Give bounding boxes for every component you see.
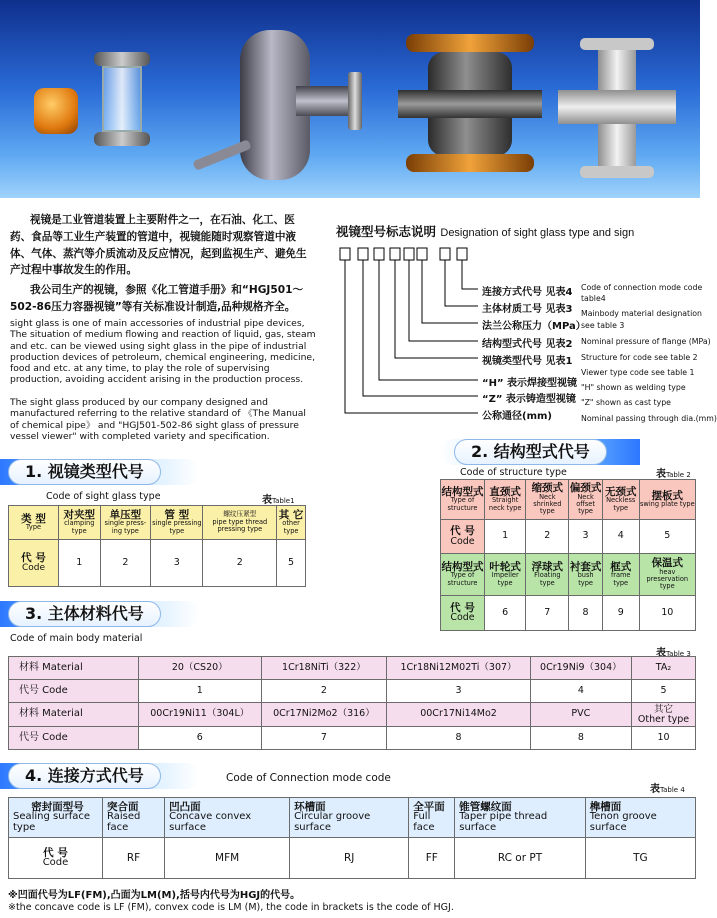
table3-cell: 0Cr19Ni9（304）: [530, 657, 631, 680]
table2-caption: Code of structure type: [460, 467, 567, 478]
table2-cell: 6: [485, 596, 526, 631]
table2-cell: 框式 frame type: [602, 554, 639, 596]
table2-cell: 1: [485, 520, 526, 554]
table4-cell: 全平面 Full face: [409, 798, 455, 838]
designation-item-en: Nominal passing through dia.(mm): [581, 414, 717, 423]
table2-cell: 叶轮式 Impeller type: [485, 554, 526, 596]
table3-cell: 2: [261, 680, 387, 703]
section-1-heading: 1. 视镜类型代号: [8, 459, 161, 485]
table3-cell: 8: [530, 727, 631, 750]
table1-cell: 2: [100, 540, 151, 587]
table3-cell: 1: [139, 680, 262, 703]
table1-cell: 3: [151, 540, 203, 587]
table2-cell: 10: [639, 596, 695, 631]
designation-item-en: Structure for code see table 2: [581, 353, 698, 362]
table3-cell: 6: [139, 727, 262, 750]
designation-item-cn: “Z” 表示铸造型视镜: [482, 394, 576, 405]
table1-cell: 管 型 single pressing type: [151, 506, 203, 540]
designation-item-en: "H" shown as welding type: [581, 383, 686, 392]
table3-cell: 00Cr19Ni11（304L）: [139, 703, 262, 727]
footnote-cn: ※凹面代号为LF(FM),凸面为LM(M),括号内代号为HGJ的代号。: [8, 890, 301, 901]
table4-cell: 锥管螺纹面 Taper pipe thread surface: [455, 798, 586, 838]
table1-note: [262, 491, 295, 506]
table1-cell: 其 它 other type: [277, 506, 306, 540]
table3-cell: TA₂: [631, 657, 695, 680]
table1-cell: 代 号 Code: [9, 540, 59, 587]
table4-note-cn: 表: [650, 784, 660, 795]
table3-note-en: Table 3: [666, 650, 691, 658]
table3-cell: PVC: [530, 703, 631, 727]
table3-main-material: [8, 656, 696, 750]
tee-sight-glass-image: [186, 30, 362, 180]
section-4-heading: 4. 连接方式代号: [8, 763, 161, 789]
table3-cell: 3: [387, 680, 530, 703]
designation-item-cn: 连接方式代号 见表4: [482, 287, 573, 298]
table2-cell: 摆板式 swing plate type: [639, 480, 695, 520]
intro-paragraph-2: 我公司生产的视镜，参照《化工管道手册》和“HGJ501～502-86压力容器视镜”等有关标准设计制造,品种规格齐全。: [10, 284, 304, 313]
table2-cell: 5: [639, 520, 695, 554]
table2-cell: 代 号 Code: [441, 520, 485, 554]
table4-cell: 代 号 Code: [9, 838, 103, 879]
table4-cell: TG: [585, 838, 695, 879]
table2-cell: 无颈式 Neckless type: [602, 480, 639, 520]
table2-cell: 保温式 heav preservation type: [639, 554, 695, 596]
section-3-heading: 3. 主体材料代号: [8, 601, 161, 627]
section-3-band: [0, 601, 200, 627]
product-photo-banner: [0, 0, 700, 198]
table2-cell: 结构型式 Type of structure: [441, 480, 485, 520]
table2-cell: 缩颈式 Neck shrinked type: [526, 480, 569, 520]
table4-cell: FF: [409, 838, 455, 879]
designation-item-cn: 视镜类型代号 见表1: [482, 356, 573, 367]
table2-cell: 4: [602, 520, 639, 554]
table1-cell: 对夹型 clamping type: [59, 506, 101, 540]
table4-connection-mode: [8, 797, 696, 879]
table1-cell: 1: [59, 540, 101, 587]
table3-caption: Code of main body material: [10, 633, 143, 644]
designation-item-en: Viewer type code see table 1: [581, 368, 695, 377]
table3-cell: 4: [530, 680, 631, 703]
cross-sight-glass-image: [558, 38, 676, 178]
table1-note-cn: 表: [262, 495, 272, 506]
table3-cell: 代号 Code: [9, 727, 139, 750]
designation-title-en: Designation of sight glass type and sign: [440, 227, 635, 239]
table2-cell: 2: [526, 520, 569, 554]
table3-cell: 00Cr17Ni14Mo2: [387, 703, 530, 727]
designation-item-cn: 公称通径(mm): [482, 411, 552, 422]
table4-cell: 环槽面 Circular groove surface: [290, 798, 409, 838]
designation-item-cn: 主体材质工号 见表3: [482, 304, 573, 315]
table1-cell: 2: [203, 540, 277, 587]
designation-item-en: Mainbody material designation: [581, 309, 702, 318]
table2-structure-type: [440, 479, 696, 631]
table1-cell: 5: [277, 540, 306, 587]
table1-caption: Code of sight glass type: [46, 491, 161, 502]
table4-cell: 凹凸面 Concave convex surface: [165, 798, 290, 838]
table3-cell: 0Cr17Ni2Mo2（316）: [261, 703, 387, 727]
table4-caption: Code of Connection mode code: [226, 772, 391, 784]
table1-cell: 单压型 single press-ing type: [100, 506, 151, 540]
table3-cell: 1Cr18Ni12M02Ti（307）: [387, 657, 530, 680]
table2-note-cn: 表: [656, 469, 666, 480]
table4-cell: 突合面 Raised face: [103, 798, 165, 838]
table3-cell: 10: [631, 727, 695, 750]
designation-item-en: table4: [581, 294, 606, 303]
table3-cell: 7: [261, 727, 387, 750]
section-1-band: [0, 459, 200, 485]
designation-item-cn: “H” 表示焊接型视镜: [482, 378, 577, 389]
table4-cell: 密封面型号 Sealing surface type: [9, 798, 103, 838]
table2-cell: 衬套式 bush type: [569, 554, 603, 596]
tube-sight-glass-image: [86, 52, 158, 148]
table2-cell: 偏颈式 Neck offset type: [569, 480, 603, 520]
table3-cell: 材料 Material: [9, 657, 139, 680]
table2-cell: 代 号 Code: [441, 596, 485, 631]
table3-cell: 代号 Code: [9, 680, 139, 703]
section-2-heading: 2. 结构型式代号: [454, 439, 607, 465]
table1-cell: 螺纹压紧型 pipe type thread pressing type: [203, 506, 277, 540]
table3-cell: 材料 Material: [9, 703, 139, 727]
table2-cell: 9: [602, 596, 639, 631]
table1-cell: 类 型 Type: [9, 506, 59, 540]
table2-cell: 8: [569, 596, 603, 631]
table3-cell: 5: [631, 680, 695, 703]
orange-valve-image: [34, 88, 78, 134]
table4-cell: 榫槽面 Tenon groove surface: [585, 798, 695, 838]
table3-cell: 8: [387, 727, 530, 750]
designation-title: [336, 222, 696, 240]
table4-cell: MFM: [165, 838, 290, 879]
table4-cell: RF: [103, 838, 165, 879]
table2-cell: 直颈式 Straight neck type: [485, 480, 526, 520]
designation-item-cn: 结构型式代号 见表2: [482, 339, 573, 350]
table3-cell: 其它 Other type: [631, 703, 695, 727]
table4-note: [650, 780, 685, 795]
table1-note-en: Table1: [272, 497, 295, 505]
designation-title-cn: 视镜型号标志说明: [336, 224, 437, 239]
table3-cell: 20（CS20）: [139, 657, 262, 680]
designation-item-en: see table 3: [581, 321, 625, 330]
table2-note-en: Table 2: [666, 471, 691, 479]
intro-paragraph-1: 视镜是工业管道装置上主要附件之一，在石油、化工、医药、食品等工业生产装置的管道中，视镜能随时观察管道中液体、气体、蒸汽等介质流动及反应情况，起到监视生产、避免生产过程中事故发生的作用。: [10, 214, 307, 277]
table3-cell: 1Cr18NiTi（322）: [261, 657, 387, 680]
table2-cell: 结构型式 Type of structure: [441, 554, 485, 596]
intro-english-2: The sight glass produced by our company designed and manufactured referring to the relative standard of 《The Manual of chemical pipe》 and "HGJ501-502-86 sight glass of pressure vessel viewer" with completed variety and specification.: [10, 397, 306, 442]
table2-cell: 浮球式 Floating type: [526, 554, 569, 596]
table4-note-en: Table 4: [660, 786, 685, 794]
designation-item-cn: 法兰公称压力（MPa）: [482, 321, 586, 332]
section-4-band: [0, 763, 200, 789]
designation-item-en: Nominal pressure of flange (MPa): [581, 337, 711, 346]
table4-cell: RJ: [290, 838, 409, 879]
footnote-en: ※the concave code is LF (FM), convex code is LM (M), the code in brackets is the code of HGJ.: [8, 902, 454, 913]
table3-note-cn: 表: [656, 648, 666, 659]
table2-cell: 7: [526, 596, 569, 631]
intro-english-1: sight glass is one of main accessories of industrial pipe devices, The situation of medium flowing and reaction of liquid, gas, steam and etc. can be viewed using sight glass in the pipe of industrial production devices of petroleum, chemical engineering, medicine, food and etc. at any time, to play the role of supervising production, avoiding accident arising in the production process.: [10, 318, 316, 386]
designation-item-en: Code of connection mode code: [581, 283, 703, 292]
designation-bracket-diagram: [336, 240, 486, 430]
table4-cell: RC or PT: [455, 838, 586, 879]
designation-item-en: "Z" shown as cast type: [581, 398, 671, 407]
framed-sight-glass-image: [398, 28, 542, 178]
section-2-band: [440, 439, 640, 465]
table2-cell: 3: [569, 520, 603, 554]
table2-note: [656, 465, 691, 480]
table1-viewer-type: [8, 505, 306, 587]
